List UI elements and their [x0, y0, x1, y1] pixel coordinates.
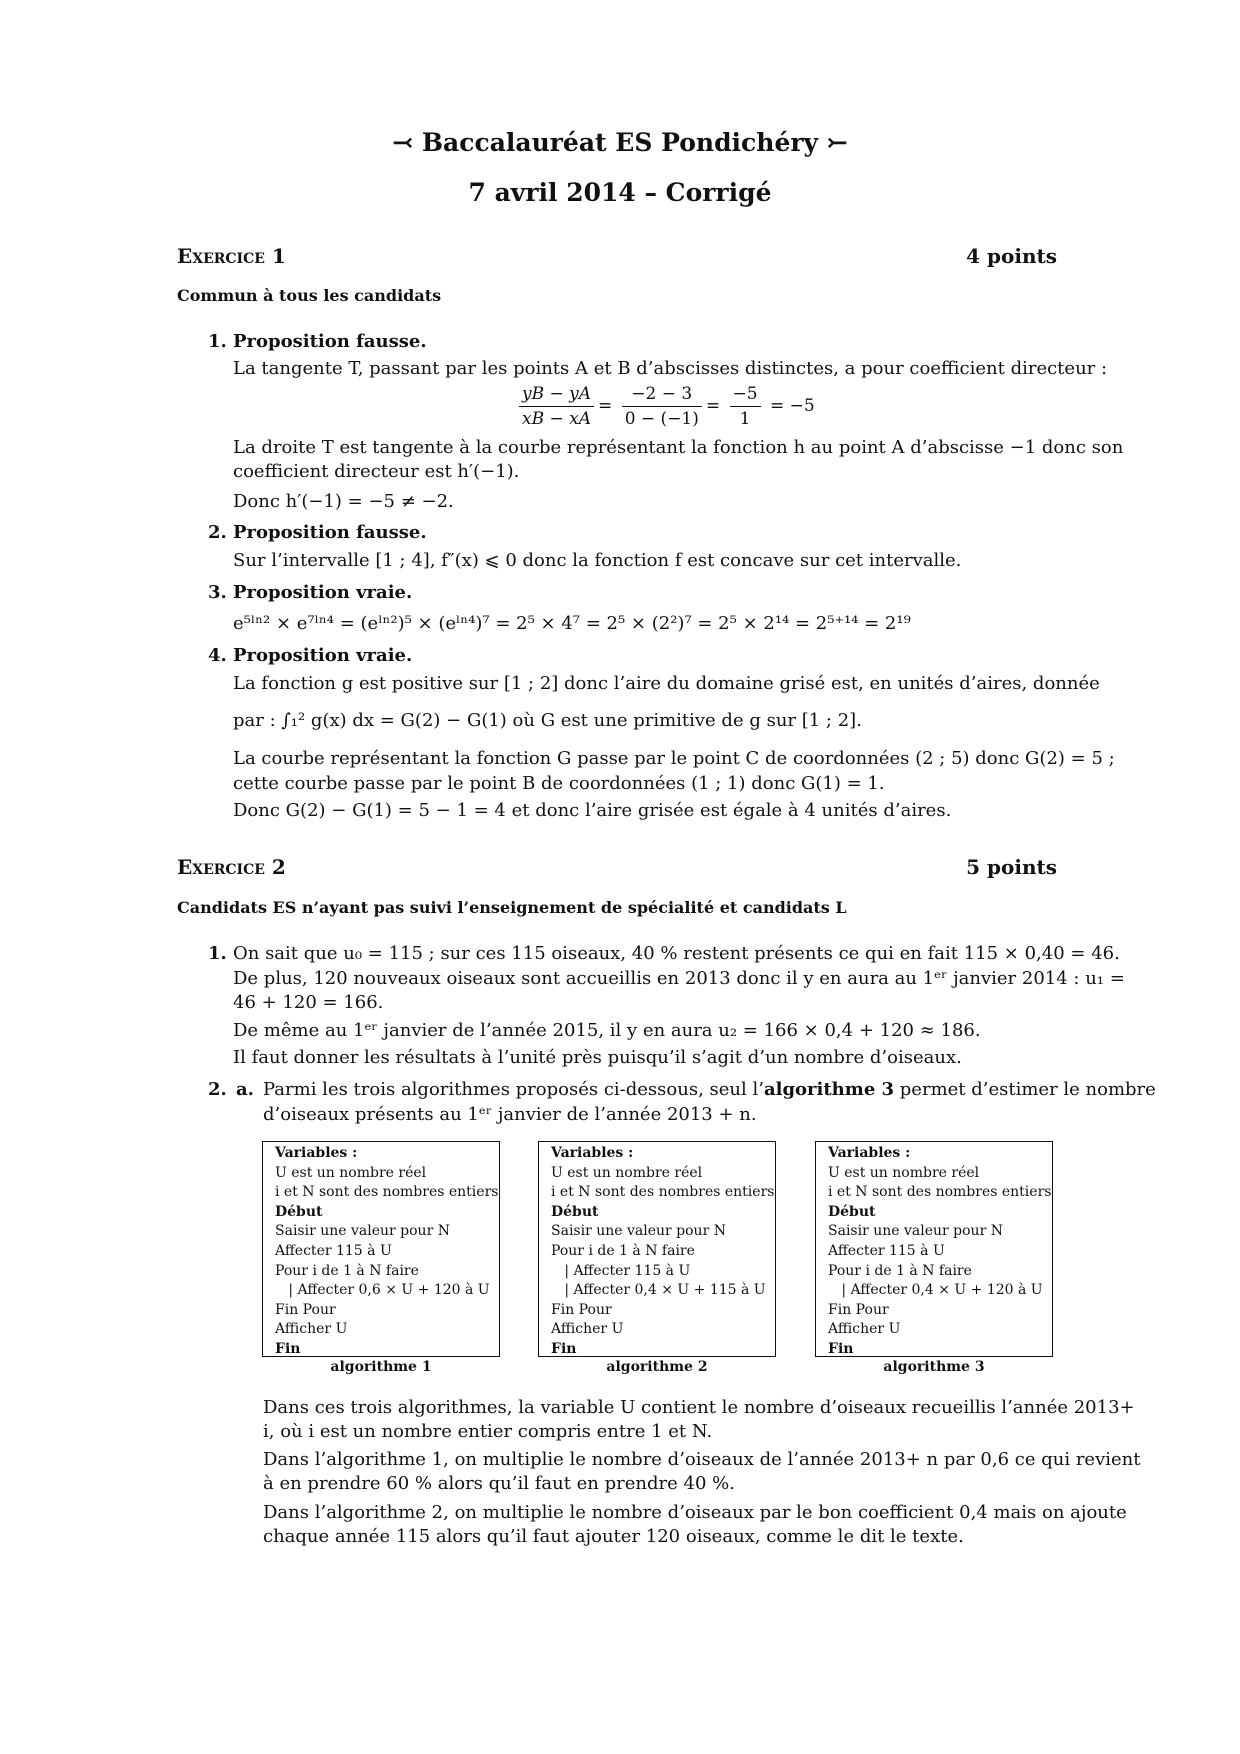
q4-line-1: La fonction g est positive sur [1 ; 2] donc l’aire du domaine grisé est, en unités d’aires, donnée — [233, 673, 1100, 694]
exercise-1-heading: Exercice 1 — [177, 244, 286, 268]
ex2-q2-sub: a. — [236, 1079, 254, 1100]
q1-formula: $\frac{yB - yA}{xB - xA}$ = $\frac{-2 - 3}{0 - (-1)}$ = $\frac{-5}{1}$ = −5 — [515, 382, 815, 431]
ex2-para-4: à en prendre 60 % alors qu’il faut en prendre 40 %. — [263, 1473, 735, 1494]
ex2-para-2: i, où i est un nombre entier compris entre 1 et N. — [263, 1421, 713, 1442]
algorithm-3-box: Variables : U est un nombre réel i et N sont des nombres entiers Début Saisir une valeur pour N Affecter 115 à U Pour i de 1 à N faire | Affecter 0,4 × U + 120 à U Fin Pour Afficher U Fin — [815, 1141, 1053, 1357]
algorithm-1-box: Variables : U est un nombre réel i et N sont des nombres entiers Début Saisir une valeur pour N Affecter 115 à U Pour i de 1 à N faire | Affecter 0,6 × U + 120 à U Fin Pour Afficher U Fin — [262, 1141, 500, 1357]
algorithm-3-caption: algorithme 3 — [883, 1359, 985, 1375]
q1-number: 1. — [208, 331, 227, 352]
q1-line-3: coefficient directeur est h′(−1). — [233, 461, 520, 482]
q4-line-3: La courbe représentant la fonction G passe par le point C de coordonnées (2 ; 5) donc G(2) = 5 ; — [233, 748, 1115, 769]
exercise-1-subtitle: Commun à tous les candidats — [177, 286, 442, 305]
q1-heading: Proposition fausse. — [233, 331, 427, 352]
q4-heading: Proposition vraie. — [233, 645, 413, 666]
q2-heading: Proposition fausse. — [233, 522, 427, 543]
ex2-para-3: Dans l’algorithme 1, on multiplie le nombre d’oiseaux de l’année 2013+ n par 0,6 ce qui revient — [263, 1449, 1141, 1470]
ex2-q2-line-1: Parmi les trois algorithmes proposés ci-dessous, seul l’algorithme 3 permet d’estimer le nombre — [263, 1079, 1156, 1100]
q1-line-1: La tangente T, passant par les points A et B d’abscisses distinctes, a pour coefficient directeur : — [233, 358, 1108, 379]
q2-line-1: Sur l’intervalle [1 ; 4], f″(x) ⩽ 0 donc la fonction f est concave sur cet intervalle. — [233, 550, 962, 571]
ex2-q1-line-3: 46 + 120 = 166. — [233, 992, 384, 1013]
q1-line-4: Donc h′(−1) = −5 ≠ −2. — [233, 491, 454, 512]
ex2-q1-line-4: De même au 1ᵉʳ janvier de l’année 2015, il y en aura u₂ = 166 × 0,4 + 120 ≈ 186. — [233, 1020, 981, 1041]
ex2-q1-line-5: Il faut donner les résultats à l’unité près puisqu’il s’agit d’un nombre d’oiseaux. — [233, 1047, 962, 1068]
ex2-q2-line-2: d’oiseaux présents au 1ᵉʳ janvier de l’année 2013 + n. — [263, 1104, 757, 1125]
q4-number: 4. — [208, 645, 227, 666]
ex2-q1-line-2: De plus, 120 nouveaux oiseaux sont accueillis en 2013 donc il y en aura au 1ᵉʳ janvier 2014 : u₁ = — [233, 968, 1125, 989]
ex2-q2-number: 2. — [208, 1079, 227, 1100]
ex2-para-1: Dans ces trois algorithmes, la variable U contient le nombre d’oiseaux recueillis l’année 2013+ — [263, 1397, 1135, 1418]
exercise-2-heading: Exercice 2 — [177, 855, 286, 879]
page-subtitle: 7 avril 2014 – Corrigé — [468, 178, 772, 207]
ex2-q1-line-1: On sait que u₀ = 115 ; sur ces 115 oiseaux, 40 % restent présents ce qui en fait 115 × 0,40 = 46. — [233, 943, 1120, 964]
ex2-para-6: chaque année 115 alors qu’il faut ajouter 120 oiseaux, comme le dit le texte. — [263, 1526, 964, 1547]
q4-line-5: Donc G(2) − G(1) = 5 − 1 = 4 et donc l’aire grisée est égale à 4 unités d’aires. — [233, 800, 952, 821]
q2-number: 2. — [208, 522, 227, 543]
q3-line-1: e⁵ˡⁿ² × e⁷ˡⁿ⁴ = (eˡⁿ²)⁵ × (eˡⁿ⁴)⁷ = 2⁵ × 4⁷ = 2⁵ × (2²)⁷ = 2⁵ × 2¹⁴ = 2⁵⁺¹⁴ = 2¹⁹ — [233, 613, 911, 634]
exercise-1-points: 4 points — [966, 244, 1057, 268]
ex2-para-5: Dans l’algorithme 2, on multiplie le nombre d’oiseaux par le bon coefficient 0,4 mais on ajoute — [263, 1502, 1127, 1523]
algorithm-2-caption: algorithme 2 — [606, 1359, 708, 1375]
q4-line-4: cette courbe passe par le point B de coordonnées (1 ; 1) donc G(1) = 1. — [233, 773, 885, 794]
ex2-q1-number: 1. — [208, 943, 227, 964]
q4-line-2: par : ∫₁² g(x) dx = G(2) − G(1) où G est une primitive de g sur [1 ; 2]. — [233, 710, 862, 731]
exercise-2-subtitle: Candidats ES n’ayant pas suivi l’enseignement de spécialité et candidats L — [177, 898, 847, 917]
q3-number: 3. — [208, 582, 227, 603]
page-title: ⤙ Baccalauréat ES Pondichéry ⤚ — [392, 128, 848, 157]
algorithm-1-caption: algorithme 1 — [330, 1359, 432, 1375]
algorithm-2-box: Variables : U est un nombre réel i et N sont des nombres entiers Début Saisir une valeur pour N Pour i de 1 à N faire | Affecter 115 à U | Affecter 0,4 × U + 115 à U Fin Pour Afficher U Fin — [538, 1141, 776, 1357]
q3-heading: Proposition vraie. — [233, 582, 413, 603]
q1-line-2: La droite T est tangente à la courbe représentant la fonction h au point A d’abscisse −1 donc son — [233, 437, 1124, 458]
exercise-2-points: 5 points — [966, 855, 1057, 879]
